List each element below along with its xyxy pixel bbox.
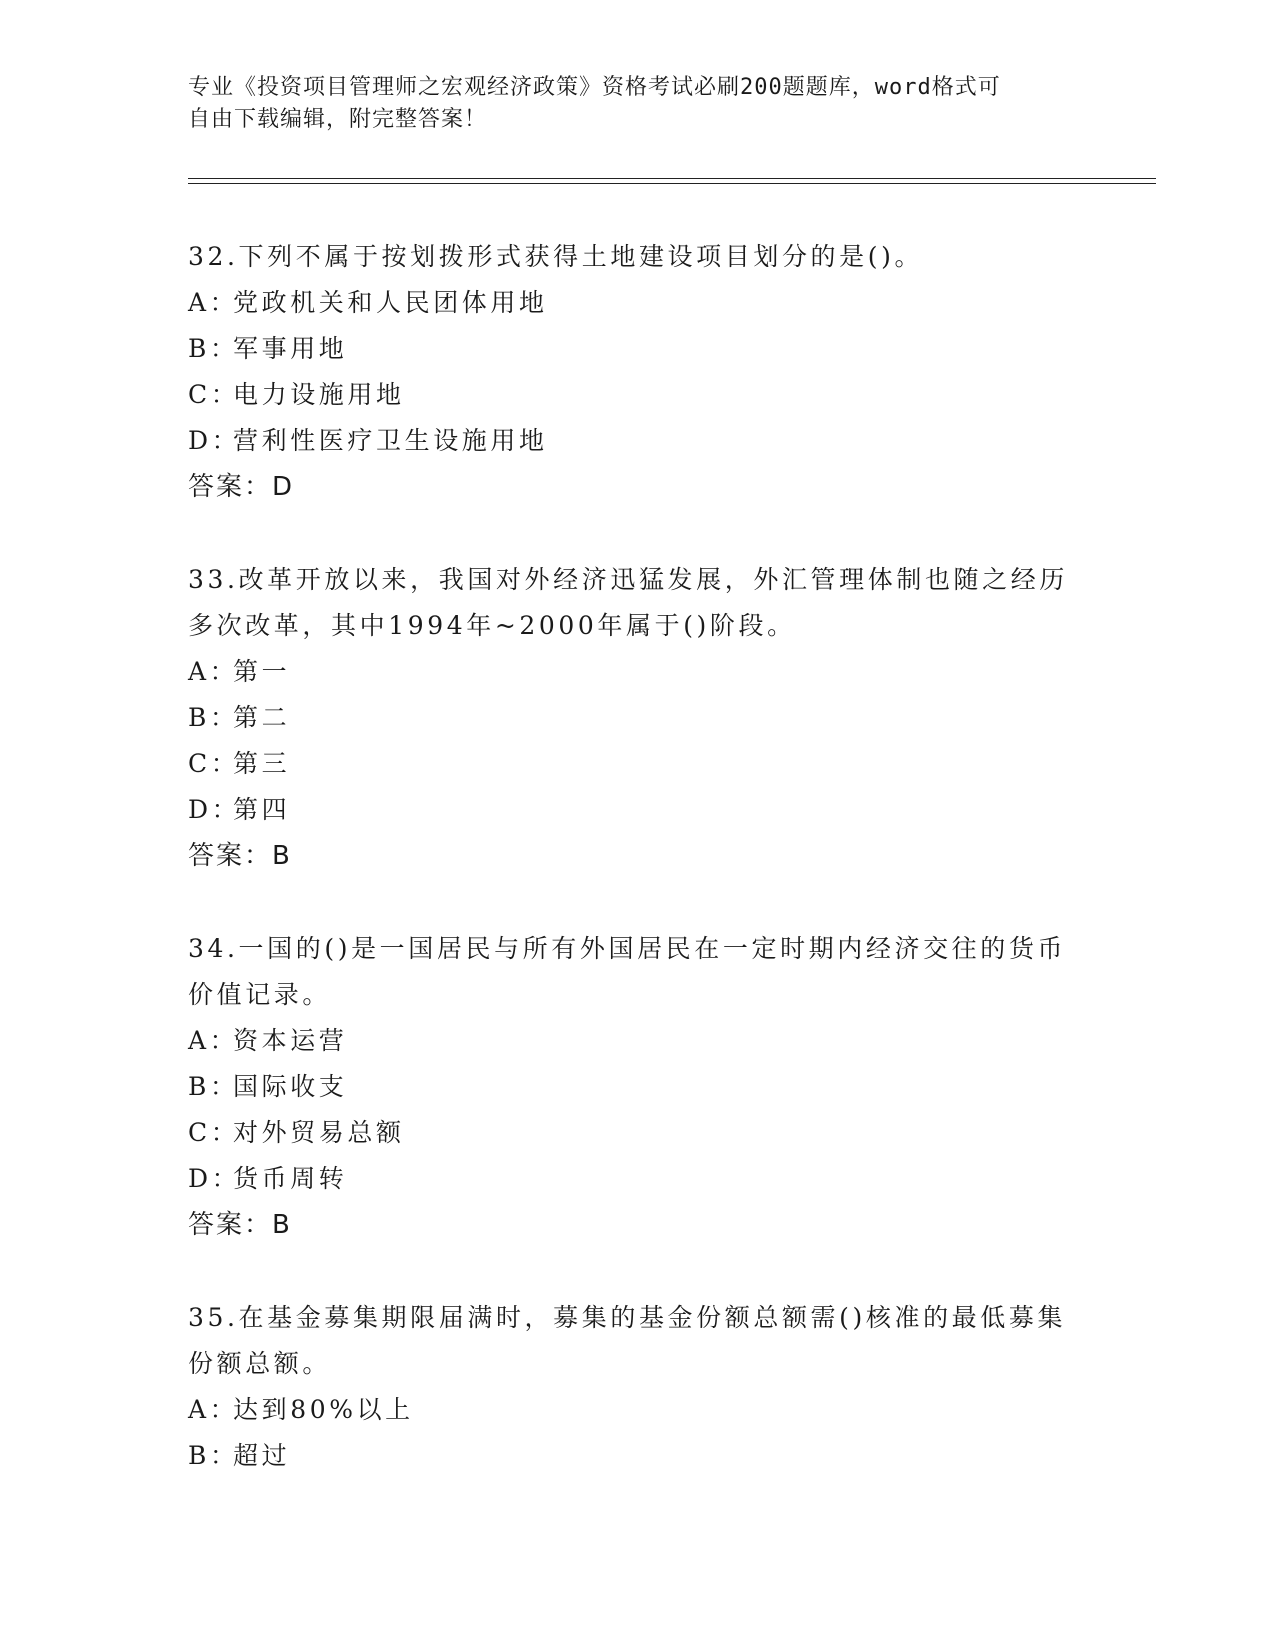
question-stem bbox=[188, 234, 1088, 280]
question-35 bbox=[188, 1295, 1088, 1479]
option-a bbox=[188, 280, 1088, 326]
option-text: 对外贸易总额 bbox=[233, 1118, 405, 1147]
option-letter: C： bbox=[188, 380, 240, 409]
question-stem-line: 多次改革，其中1994年~2000年属于()阶段。 bbox=[188, 611, 796, 640]
question-stem-line: 34.一国的()是一国居民与所有外国居民在一定时期内经济交往的货币 bbox=[188, 934, 1067, 963]
option-letter: A： bbox=[188, 1395, 239, 1424]
option-b bbox=[188, 695, 1088, 741]
question-list bbox=[188, 234, 1088, 1526]
option-a bbox=[188, 1018, 1088, 1064]
option-text: 第一 bbox=[233, 657, 291, 686]
question-stem bbox=[188, 557, 1088, 649]
option-a bbox=[188, 1387, 1088, 1433]
option-text: 国际收支 bbox=[233, 1072, 348, 1101]
option-letter: C： bbox=[188, 1118, 240, 1147]
question-stem bbox=[188, 1295, 1088, 1387]
question-stem bbox=[188, 926, 1088, 1018]
option-letter: D： bbox=[188, 426, 241, 455]
option-letter: A： bbox=[188, 1026, 239, 1055]
option-text: 电力设施用地 bbox=[233, 380, 405, 409]
question-34 bbox=[188, 926, 1088, 1248]
header-line-2: 自由下载编辑，附完整答案！ bbox=[188, 107, 488, 132]
option-letter: B： bbox=[188, 334, 239, 363]
option-letter: B： bbox=[188, 1072, 239, 1101]
option-a bbox=[188, 649, 1088, 695]
option-text: 党政机关和人民团体用地 bbox=[233, 288, 548, 317]
option-c bbox=[188, 372, 1088, 418]
option-c bbox=[188, 741, 1088, 787]
option-text: 资本运营 bbox=[233, 1026, 348, 1055]
header-line-1: 专业《投资项目管理师之宏观经济政策》资格考试必刷200题题库，word格式可 bbox=[188, 75, 1001, 100]
option-text: 营利性医疗卫生设施用地 bbox=[233, 426, 548, 455]
option-text: 货币周转 bbox=[233, 1164, 348, 1193]
option-b bbox=[188, 1064, 1088, 1110]
header-divider-top bbox=[188, 178, 1156, 179]
question-stem-line: 份额总额。 bbox=[188, 1349, 332, 1378]
option-text: 超过 bbox=[233, 1441, 291, 1470]
option-text: 军事用地 bbox=[233, 334, 348, 363]
question-32 bbox=[188, 234, 1088, 510]
option-text: 第三 bbox=[233, 749, 291, 778]
question-stem-line: 价值记录。 bbox=[188, 980, 332, 1009]
option-text: 达到80%以上 bbox=[233, 1395, 414, 1424]
question-stem-line: 35.在基金募集期限届满时，募集的基金份额总额需()核准的最低募集 bbox=[188, 1303, 1067, 1332]
option-letter: B： bbox=[188, 1441, 239, 1470]
document-header bbox=[188, 72, 1068, 136]
option-d bbox=[188, 787, 1088, 833]
option-d bbox=[188, 418, 1088, 464]
option-letter: D： bbox=[188, 1164, 241, 1193]
option-letter: B： bbox=[188, 703, 239, 732]
header-divider-bottom bbox=[188, 183, 1156, 184]
option-letter: A： bbox=[188, 657, 239, 686]
answer-line: 答案：B bbox=[188, 1210, 292, 1240]
option-letter: A： bbox=[188, 288, 239, 317]
option-b bbox=[188, 1433, 1088, 1479]
option-text: 第四 bbox=[233, 795, 291, 824]
question-33 bbox=[188, 557, 1088, 879]
option-b bbox=[188, 326, 1088, 372]
answer-line: 答案：D bbox=[188, 472, 295, 502]
option-text: 第二 bbox=[233, 703, 291, 732]
option-c bbox=[188, 1110, 1088, 1156]
question-stem-line: 33.改革开放以来，我国对外经济迅猛发展，外汇管理体制也随之经历 bbox=[188, 565, 1068, 594]
answer-line: 答案：B bbox=[188, 841, 292, 871]
question-stem-line: 32.下列不属于按划拨形式获得土地建设项目划分的是()。 bbox=[188, 242, 924, 271]
option-letter: C： bbox=[188, 749, 240, 778]
option-letter: D： bbox=[188, 795, 241, 824]
option-d bbox=[188, 1156, 1088, 1202]
